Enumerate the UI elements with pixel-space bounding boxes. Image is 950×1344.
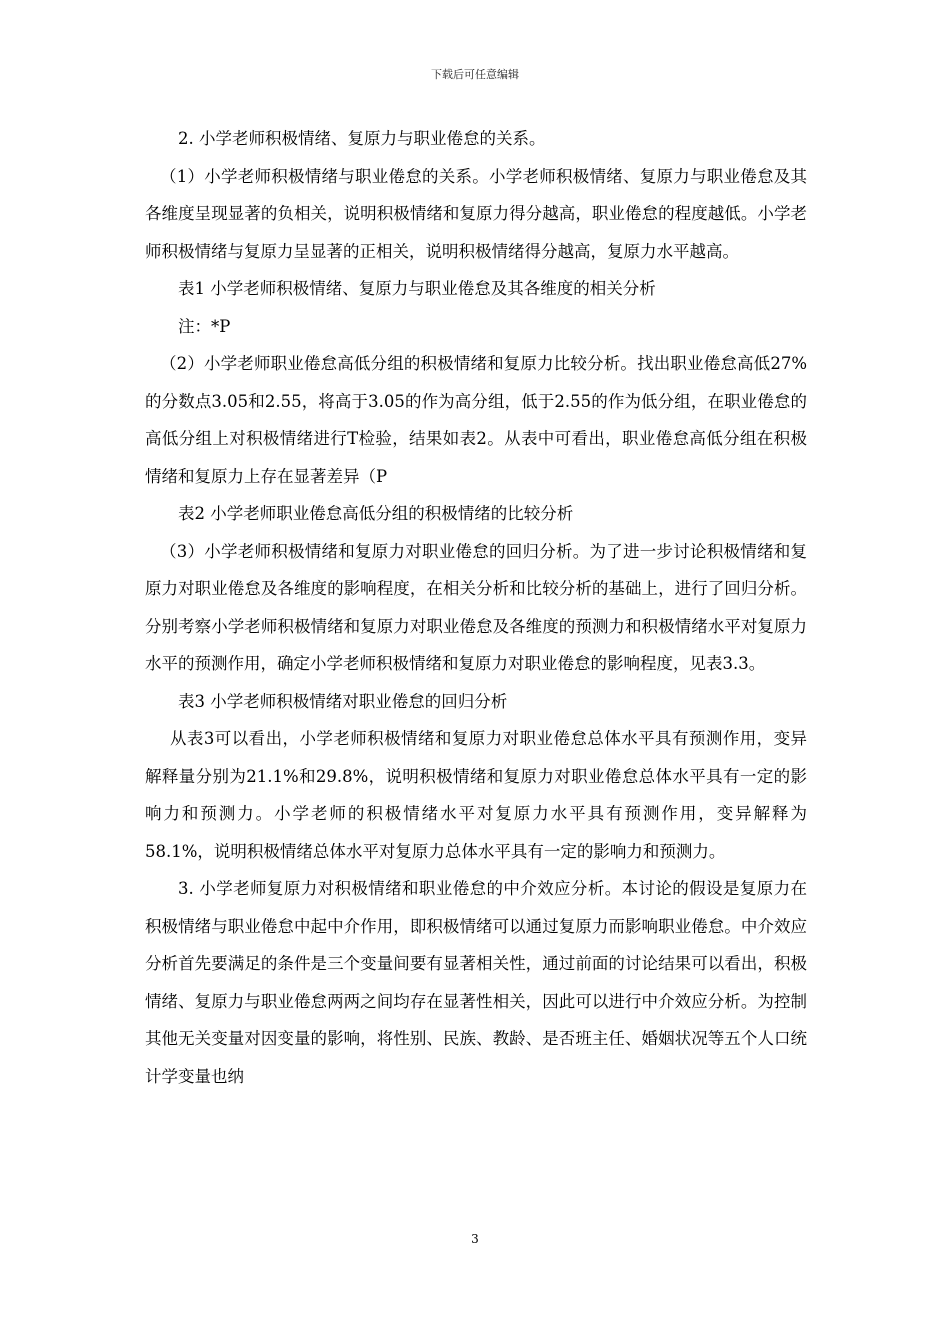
table-caption-1: 表1 小学老师积极情绪、复原力与职业倦怠及其各维度的相关分析 xyxy=(178,279,656,298)
paragraph-1: （1）小学老师积极情绪与职业倦怠的关系。小学老师积极情绪、复原力与职业倦怠及其各维度呈现显著的负相关，说明积极情绪和复原力得分越高，职业倦怠的程度越低。小学老师积极情绪与复原力呈显著的正相关，说明积极情绪得分越高，复原力水平越高。 xyxy=(145,166,807,261)
section-heading-2: 2. 小学老师积极情绪、复原力与职业倦怠的关系。 xyxy=(178,129,546,148)
body-text xyxy=(145,120,807,1095)
page-header: 下载后可任意编辑 xyxy=(431,68,519,81)
paragraph-4: 从表3可以看出，小学老师积极情绪和复原力对职业倦怠总体水平具有预测作用，变异解释量分别为21.1%和29.8%，说明积极情绪和复原力对职业倦怠总体水平具有一定的影响力和预测力。小学老师的积极情绪水平对复原力水平具有预测作用，变异解释为58.1%，说明积极情绪总体水平对复原力总体水平具有一定的影响力和预测力。 xyxy=(145,729,807,861)
paragraph-2: （2）小学老师职业倦怠高低分组的积极情绪和复原力比较分析。找出职业倦怠高低27%的分数点3.05和2.55，将高于3.05的作为高分组，低于2.55的作为低分组，在职业倦怠的高低分组上对积极情绪进行T检验，结果如表2。从表中可看出，职业倦怠高低分组在积极情绪和复原力上存在显著差异（P xyxy=(145,354,807,486)
page-number: 3 xyxy=(471,1232,479,1246)
section-heading-3: 3. 小学老师复原力对积极情绪和职业倦怠的中介效应分析。本讨论的假设是复原力在积极情绪与职业倦怠中起中介作用，即积极情绪可以通过复原力而影响职业倦怠。中介效应分析首先要满足的条件是三个变量间要有显著相关性，通过前面的讨论结果可以看出，积极情绪、复原力与职业倦怠两两之间均存在显著性相关，因此可以进行中介效应分析。为控制其他无关变量对因变量的影响，将性别、民族、教龄、是否班主任、婚姻状况等五个人口统计学变量也纳 xyxy=(145,879,807,1086)
table-note: 注：*P xyxy=(178,316,231,336)
table-caption-3: 表3 小学老师积极情绪对职业倦怠的回归分析 xyxy=(178,691,508,711)
table-caption-2: 表2 小学老师职业倦怠高低分组的积极情绪的比较分析 xyxy=(178,504,574,523)
paragraph-3: （3）小学老师积极情绪和复原力对职业倦怠的回归分析。为了进一步讨论积极情绪和复原力对职业倦怠及各维度的影响程度，在相关分析和比较分析的基础上，进行了回归分析。分别考察小学老师积极情绪和复原力对职业倦怠及各维度的预测力和积极情绪水平对复原力水平的预测作用，确定小学老师积极情绪和复原力对职业倦怠的影响程度，见表3.3。 xyxy=(145,541,807,673)
